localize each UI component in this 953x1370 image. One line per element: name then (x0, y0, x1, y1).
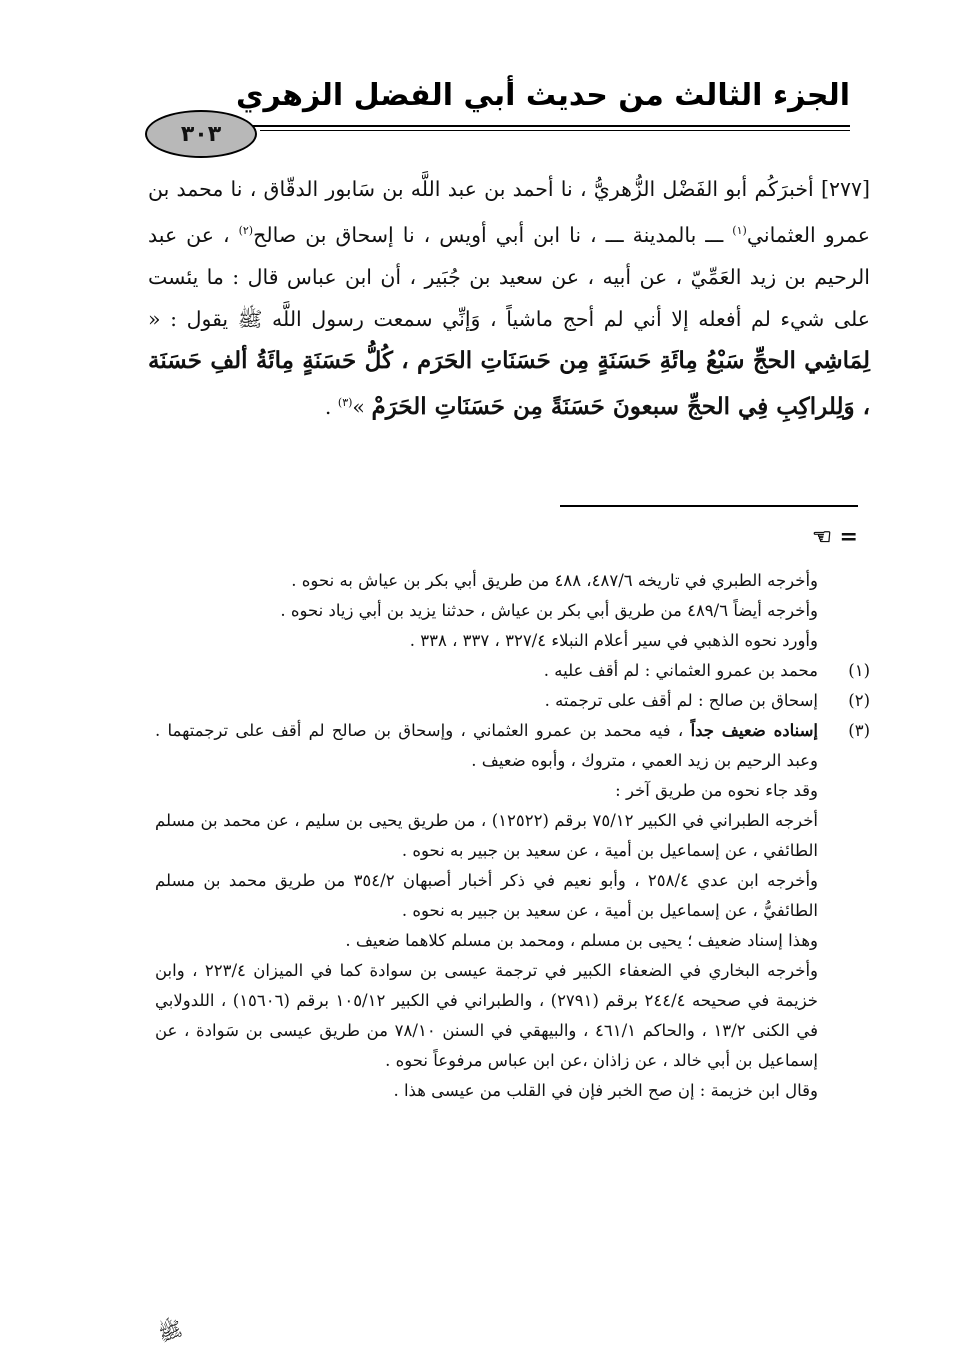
header-rule-secondary (260, 130, 850, 131)
footnote-3-para-6: وقال ابن خزيمة : إن صح الخبر فإن في القلب من عيسى هذا . (393, 1081, 818, 1100)
footnote-3-para-5: وأخرجه البخاري في الضعفاء الكبير في ترجمة عيسى بن سوادة كما في الميزان ٢٢٣/٤ ، وابن خزيمة في صحيحه ٢٤٤/٤ برقم (٢٧٩١) ، والطبراني في الكبير ١٠٥/١٢ برقم (١٥٦٠٦) ، اللدولابي في الكنى ١٣/٢ ، والحاكم ٤٦١/١ ، والبيهقي في السنن ٧٨/١٠ من طريق عيسى بن سَوادة ، عن إسماعيل بن أبي خالد ، عن زاذان ،عن ابن عباس مرفوعاً نحوه . (155, 961, 818, 1070)
prev-footnote-line-2: وأخرجه أيضاً ٤٨٩/٦ من طريق أبي بكر بن عياش ، حدثنا يزيد بن أبي زياد نحوه . (280, 601, 818, 620)
hadith-text: لِمَاشِي الحجِّ سَبْعُ مِائَةِ حَسَنَةٍ مِن حَسَنَاتِ الحَرَم ، كُلُّ حَسَنَةٍ مِائَةُ ألفِ حَسَنَة ، وَلِلراكِبِ فِي الحجِّ سبعونَ حَسَنَةً مِن حَسَنَاتِ الحَرَمْ (148, 346, 870, 420)
footnotes (155, 566, 870, 1106)
hadith-number: [٢٧٧] (820, 177, 870, 201)
footnote-3-para-2: أخرجه الطبراني في الكبير ٧٥/١٢ برقم (١٢٥٢٢) ، من طريق يحيى بن سليم ، عن محمد بن مسلم الطائفي ، عن إسماعيل بن أمية ، عن سعيد بن جبير به نحوه . (155, 811, 818, 860)
hadith-chain: أخبرَكُم أبو الفَضْل الزُّهريُّ ، نا أحمد بن عبد اللَّه بن سَابور الدقّاق ، نا محمد بن عمرو العثماني (148, 177, 870, 247)
footnote-1 (155, 656, 870, 686)
footnote-3-para-3: وأخرجه ابن عدي ٢٥٨/٤ ، وأبو نعيم في ذكر أخبار أصبهان ٣٥٤/٢ من طريق محمد بن مسلم الطائفيُّ ، عن إسماعيل بن أمية ، عن سعيد بن جبير به نحوه . (155, 871, 819, 920)
hadith-paragraph (148, 168, 870, 428)
footnote-3-para-4: وهذا إسناد ضعيف ؛ يحيى بن مسلم ، ومحمد بن مسلم كلاهما ضعيف . (345, 931, 818, 950)
prev-footnote-line-1: وأخرجه الطبري في تاريخه ٤٨٧/٦، ٤٨٨ من طريق أبي بكر بن عياش به نحوه . (291, 571, 818, 590)
continuation-mark: = ☜ (812, 524, 858, 550)
hadith-close-quote: » (352, 394, 365, 419)
footnote-3-para-1: وقد جاء نحوه من طريق آخر : (615, 781, 818, 800)
footnote-separator (560, 505, 858, 507)
page-end-mark: ﷺ (154, 1315, 186, 1347)
hadith-end: . (324, 394, 338, 419)
hadith-body (148, 168, 870, 428)
footnote-2-number: (٢) (848, 691, 870, 710)
footnote-3 (155, 716, 870, 776)
running-header-title: الجزء الثالث من حديث أبي الفضل الزهري (235, 78, 850, 113)
footnote-ref-1: (١) (732, 224, 747, 237)
footnote-ref-3: (٣) (337, 395, 353, 409)
footnote-3-number: (٣) (848, 721, 870, 740)
footnote-1-text: محمد بن عمرو العثماني : لم أقف عليه . (543, 661, 818, 680)
footnote-3-lead: إسناده ضعيف جداً (690, 721, 819, 740)
hadith-chain-2: ـــ بالمدينة ـــ ، نا ابن أبي أويس ، نا إسحاق بن صالح (253, 222, 724, 247)
footnote-ref-2: (٢) (238, 224, 254, 237)
footnote-1-number: (١) (848, 661, 870, 680)
footnote-2-text: إسحاق بن صالح : لم أقف على ترجمته . (544, 691, 818, 710)
footnote-2 (155, 686, 870, 716)
hadith-chain-3: ، عن عبد الرحيم بن زيد العَمِّيّ ، عن أبيه ، عن سعيد بن جُبَير ، أن ابن عباس قال : ما يئست على شيء لم أفعله إلا أني لم أحج ماشياً ، وَإنِّي سمعت رسول اللَّه ﷺ يقول : « (148, 222, 870, 331)
prev-footnote-line-3: وأورد نحوه الذهبي في سير أعلام النبلاء ٣٢٧/٤ ، ٣٣٧ ، ٣٣٨ . (409, 631, 818, 650)
footnote-3-lead-rest: ، فيه محمد بن عمرو العثماني ، وإسحاق بن صالح لم أقف على ترجمتهما . وعبد الرحيم بن زيد العمي ، متروك ، وأبوه ضعيف . (155, 721, 818, 770)
page-number-badge: ٣٠٣ (145, 110, 257, 158)
